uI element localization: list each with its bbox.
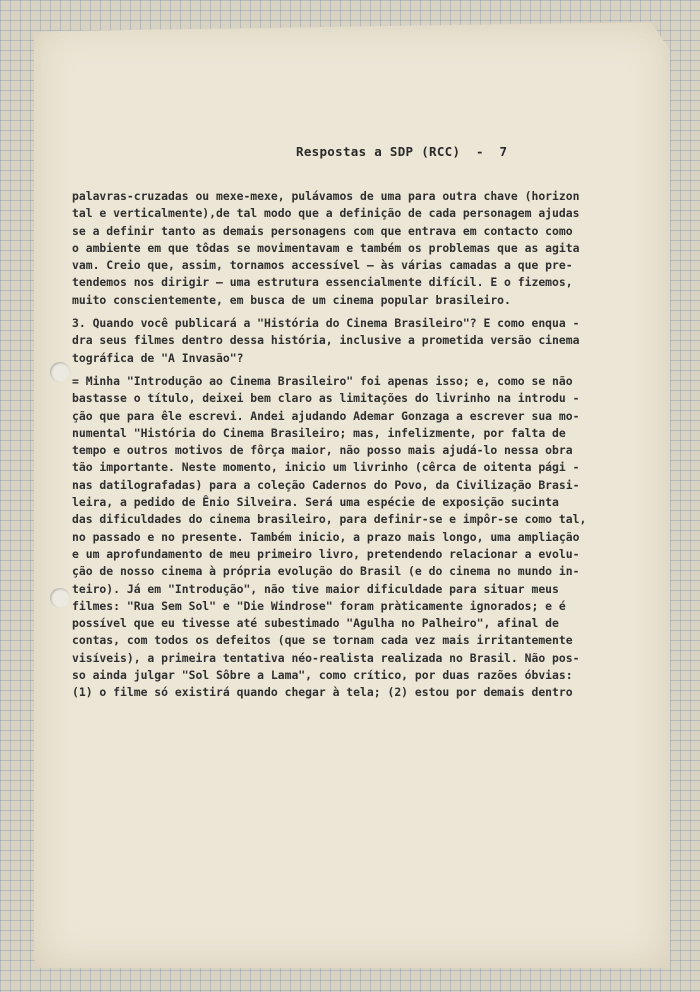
text-line: nas datilografadas) para a coleção Cadernos do Povo, da Civilização Brasi-: [72, 477, 580, 492]
text-line: se a definir tanto as demais personagens com que entrava em contacto como: [72, 223, 573, 238]
text-line: ção de nosso cinema à própria evolução do Brasil (e do cinema no mundo in-: [72, 564, 580, 579]
text-line: tão importante. Neste momento, inicio um livrinho (cêrca de oitenta pági -: [72, 460, 580, 475]
text-line: muito conscientemente, em busca de um cinema popular brasileiro.: [72, 292, 511, 307]
text-line: 3. Quando você publicará a "História do Cinema Brasileiro"? E como enqua -: [72, 316, 580, 331]
text-line: e um aprofundamento de meu primeiro livro, pretendendo relacionar a evolu-: [72, 546, 580, 561]
paragraph: [72, 373, 642, 702]
text-line: das dificuldades do cinema brasileiro, para definir-se e impôr-se como tal,: [72, 512, 587, 527]
text-line: numental "História do Cinema Brasileiro; mas, infelizmente, por falta de: [72, 425, 566, 440]
paragraph: [72, 188, 642, 309]
text-line: tempo e outros motivos de fôrça maior, não posso mais ajudá-lo nessa obra: [72, 443, 573, 458]
text-line: no passado e no presente. Também inicio, a prazo mais longo, uma ampliação: [72, 529, 580, 544]
document-body: [72, 188, 642, 702]
text-line: bastasse o título, deixei bem claro as limitações do livrinho na introdu -: [72, 391, 580, 406]
text-line: so ainda julgar "Sol Sôbre a Lama", como crítico, por duas razões óbvias:: [72, 668, 573, 683]
page-header: Respostas a SDP (RCC) - 7: [296, 144, 508, 159]
text-line: filmes: "Rua Sem Sol" e "Die Windrose" foram pràticamente ignorados; e é: [72, 598, 566, 613]
text-line: (1) o filme só existirá quando chegar à tela; (2) estou por demais dentro: [72, 685, 573, 700]
text-line: visíveis), a primeira tentativa néo-realista realizada no Brasil. Não pos-: [72, 650, 580, 665]
punch-hole: [50, 588, 70, 608]
text-line: = Minha "Introdução ao Cinema Brasileiro" foi apenas isso; e, como se não: [72, 373, 573, 388]
punch-hole: [50, 362, 70, 382]
text-line: possível que eu tivesse até subestimado "Agulha no Palheiro", afinal de: [72, 616, 559, 631]
text-line: teiro). Já em "Introdução", não tive maior dificuldade para situar meus: [72, 581, 559, 596]
text-line: contas, com todos os defeitos (que se tornam cada vez mais irritantemente: [72, 633, 573, 648]
text-line: tal e verticalmente),de tal modo que a definição de cada personagem ajudas: [72, 206, 580, 221]
text-line: vam. Creio que, assim, tornamos accessível — às várias camadas a que pre-: [72, 258, 573, 273]
text-line: tográfica de "A Invasão"?: [72, 350, 244, 365]
paragraph: [72, 315, 642, 367]
text-line: tendemos nos dirigir — uma estrutura essencialmente difícil. E o fizemos,: [72, 275, 573, 290]
text-line: o ambiente em que tôdas se movimentavam e também os problemas que as agita: [72, 240, 580, 255]
text-line: dra seus filmes dentro dessa história, inclusive a prometida versão cinema: [72, 333, 580, 348]
text-line: leira, a pedido de Ênio Silveira. Será uma espécie de exposição sucinta: [72, 495, 559, 510]
text-line: ção que para êle escrevi. Andei ajudando Ademar Gonzaga a escrever sua mo-: [72, 408, 580, 423]
text-line: palavras-cruzadas ou mexe-mexe, pulávamos de uma para outra chave (horizon: [72, 189, 580, 203]
